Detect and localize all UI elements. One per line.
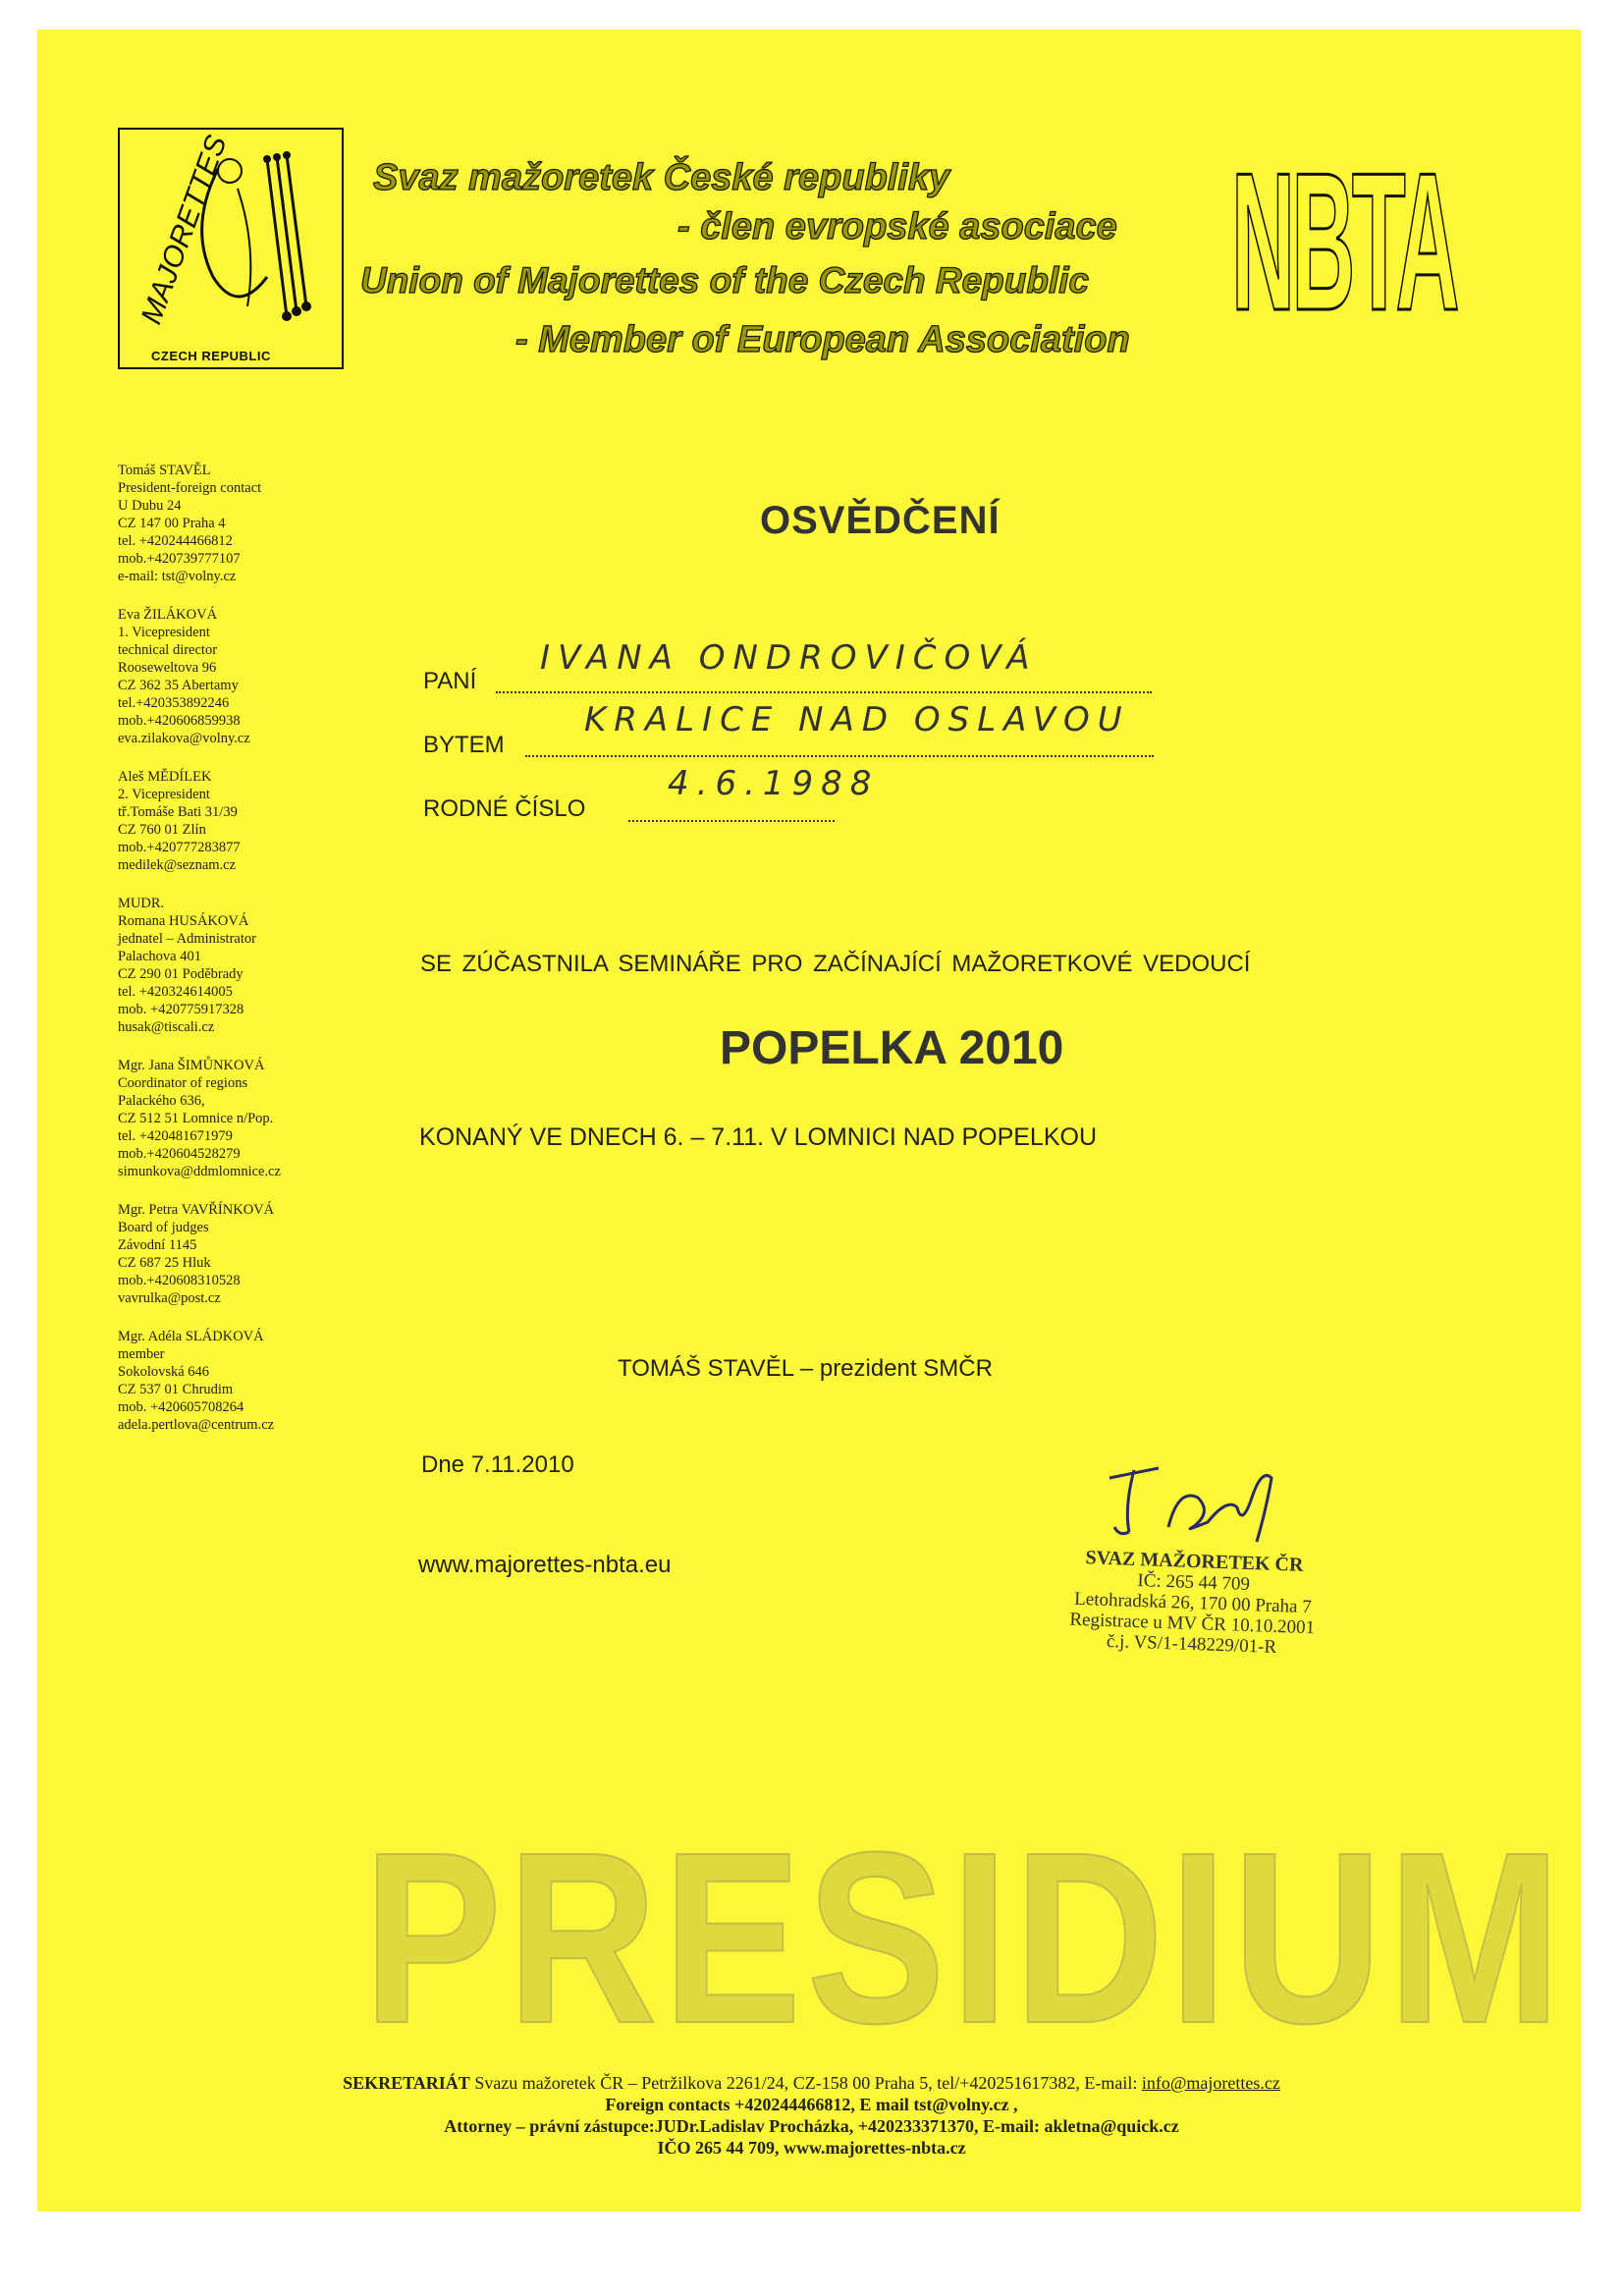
footer-foreign-contacts: Foreign contacts +420244466812, E mail tst@volny.cz , (605, 2095, 1018, 2114)
contact-line: President-foreign contact (118, 480, 262, 496)
header-czech-name: Svaz mažoretek České republiky (373, 157, 950, 198)
value-birth: 4.6.1988 (668, 764, 880, 803)
birth-dotted-line (628, 818, 835, 822)
logo-caption: CZECH REPUBLIC (151, 349, 271, 363)
value-residence: KRALICE NAD OSLAVOU (584, 700, 1130, 739)
contact-line: mob.+420604528279 (118, 1146, 241, 1162)
contact-line: U Dubu 24 (118, 498, 182, 514)
contact-block (118, 606, 412, 747)
board-contacts-sidebar (118, 462, 412, 1454)
contact-line: mob.+420739777107 (118, 551, 241, 567)
event-dates: KONANÝ VE DNECH 6. – 7.11. V LOMNICI NAD POPELKOU (419, 1123, 1098, 1151)
stamp-line: Registrace u MV ČR 10.10.2001 (1069, 1609, 1316, 1639)
event-name: POPELKA 2010 (720, 1022, 1064, 1074)
contact-line: tel. +420481671979 (118, 1128, 233, 1144)
contact-line: tel. +420324614005 (118, 984, 233, 1000)
contact-line: CZ 147 00 Praha 4 (118, 516, 226, 531)
contact-line: Mgr. Petra VAVŘÍNKOVÁ (118, 1202, 275, 1218)
signer-name: TOMÁŠ STAVĚL – prezident SMČR (618, 1355, 993, 1382)
header-english-name: Union of Majorettes of the Czech Republic (360, 260, 1090, 301)
contact-line: Tomáš STAVĚL (118, 463, 211, 478)
contact-line: jednatel – Administrator (118, 931, 256, 947)
footer-attorney: Attorney – právní zástupce:JUDr.Ladislav Procházka, +420233371370, E-mail: akletna@quick.cz (444, 2116, 1179, 2136)
contact-line: tř.Tomáše Bati 31/39 (118, 804, 238, 820)
contact-line: mob.+420777283877 (118, 840, 241, 855)
organization-stamp (1034, 1546, 1351, 1660)
contact-line: adela.pertlova@centrum.cz (118, 1417, 275, 1433)
website-text: www.majorettes-nbta.eu (418, 1552, 672, 1578)
contact-line: medilek@seznam.cz (118, 857, 237, 873)
contact-line: Eva ŽILÁKOVÁ (118, 607, 218, 623)
footer-secretariat-label: SEKRETARIÁT (343, 2073, 470, 2093)
contact-line: CZ 537 01 Chrudim (118, 1382, 234, 1397)
contact-line: CZ 362 35 Abertamy (118, 678, 239, 693)
contact-line: Závodní 1145 (118, 1237, 197, 1253)
majorette-figure-icon (120, 130, 342, 346)
footer-line-1 (0, 2072, 1623, 2094)
contact-block (118, 1057, 412, 1180)
contact-line: husak@tiscali.cz (118, 1019, 215, 1035)
contact-line: tel. +420244466812 (118, 533, 233, 549)
stamp-line: SVAZ MAŽORETEK ČR (1085, 1547, 1304, 1576)
logo-wordmark: MAJORETTES (135, 131, 234, 329)
label-birth: RODNÉ ČÍSLO (423, 795, 586, 822)
contact-line: 1. Vicepresident (118, 625, 210, 640)
contact-line: CZ 687 25 Hluk (118, 1255, 211, 1271)
contact-block (118, 768, 412, 874)
contact-line: Romana HUSÁKOVÁ (118, 913, 249, 929)
label-name: PANÍ (423, 668, 477, 694)
issue-date: Dne 7.11.2010 (421, 1451, 574, 1478)
stamp-line: IČ: 265 44 709 (1137, 1570, 1251, 1596)
certificate-title: OSVĚDČENÍ (760, 499, 1001, 542)
stamp-line: Letohradská 26, 170 00 Praha 7 (1073, 1588, 1313, 1618)
residence-dotted-line (525, 753, 1154, 757)
footer-address: Svazu mažoretek ČR – Petržilkova 2261/24, CZ-158 00 Praha 5, tel/+420251617382, E-mail: (474, 2073, 1138, 2093)
stamp-line: č.j. VS/1-148229/01-R (1106, 1630, 1277, 1658)
footer-email-link[interactable]: info@majorettes.cz (1141, 2073, 1280, 2093)
name-dotted-line (496, 689, 1152, 693)
contact-line: Board of judges (118, 1220, 209, 1235)
contact-line: mob. +420775917328 (118, 1002, 244, 1017)
contact-block (118, 1328, 412, 1434)
contact-line: e-mail: tst@volny.cz (118, 569, 237, 584)
contact-line: tel.+420353892246 (118, 695, 230, 711)
contact-line: Aleš MĚDÍLEK (118, 769, 212, 785)
contact-line: CZ 290 01 Poděbrady (118, 966, 243, 982)
contact-line: mob.+420608310528 (118, 1273, 241, 1288)
nbta-logo (1231, 133, 1456, 395)
value-name: IVANA ONDROVIČOVÁ (540, 638, 1038, 678)
contact-block (118, 1201, 412, 1307)
contact-line: Palackého 636, (118, 1093, 205, 1109)
contact-line: Mgr. Jana ŠIMŮNKOVÁ (118, 1058, 265, 1073)
seminar-intro: SE ZÚČASTNILA SEMINÁŘE PRO ZAČÍNAJÍCÍ MAŽORETKOVÉ VEDOUCÍ (420, 951, 1251, 977)
footer-ico: IČO 265 44 709, www.majorettes-nbta.cz (657, 2138, 966, 2158)
contact-line: CZ 512 51 Lomnice n/Pop. (118, 1111, 274, 1126)
contact-line: CZ 760 01 Zlín (118, 822, 206, 838)
contact-line: mob.+420606859938 (118, 713, 241, 729)
contact-block (118, 462, 412, 585)
nbta-logo-text: NBTA (1231, 133, 1456, 352)
contact-line: 2. Vicepresident (118, 787, 210, 802)
contact-line: MUDR. (118, 896, 165, 911)
handwritten-signature (1090, 1439, 1306, 1552)
contact-line: Palachova 401 (118, 949, 201, 964)
contact-line: simunkova@ddmlomnice.cz (118, 1164, 281, 1179)
label-residence: BYTEM (423, 732, 505, 758)
contact-line: Sokolovská 646 (118, 1364, 210, 1380)
header-czech-subtitle: - člen evropské asociace (677, 206, 1117, 247)
contact-line: mob. +420605708264 (118, 1399, 244, 1415)
contact-line: Rooseweltova 96 (118, 660, 217, 676)
header-english-subtitle: - Member of European Association (515, 319, 1130, 360)
contact-line: Mgr. Adéla SLÁDKOVÁ (118, 1329, 264, 1344)
presidium-watermark: PRESIDIUM (363, 1801, 1567, 2074)
contact-line: eva.zilakova@volny.cz (118, 731, 250, 746)
contact-line: vavrulka@post.cz (118, 1290, 221, 1306)
contact-block (118, 895, 412, 1036)
majorettes-logo (118, 128, 344, 369)
contact-line: technical director (118, 642, 218, 658)
secretariat-footer (0, 2072, 1623, 2159)
contact-line: member (118, 1346, 165, 1362)
contact-line: Coordinator of regions (118, 1075, 248, 1091)
